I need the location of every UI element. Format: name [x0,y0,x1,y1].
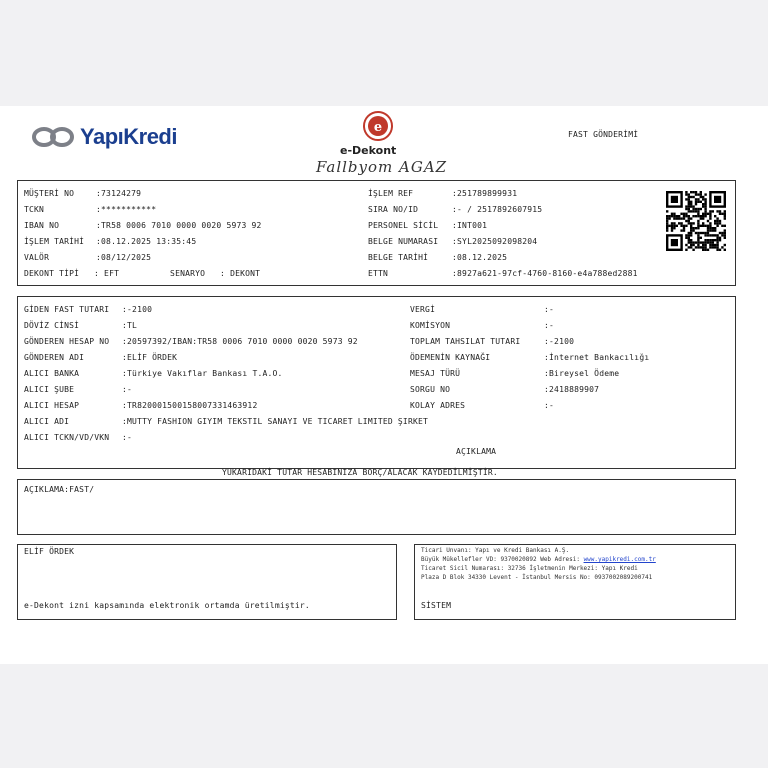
field-value: MUTTY FASHION GIYIM TEKSTIL SANAYI VE TICARET LIMITED ŞIRKET [127,417,429,426]
field-row: VALÖR :08/12/2025 [24,253,152,262]
description-box [17,479,736,535]
field-label: GÖNDEREN ADI [24,353,85,362]
field-row: ALICI BANKA :Türkiye Vakıflar Bankası T.A.O. [24,369,283,378]
field-value: 73124279 [101,189,142,198]
bank-website-link[interactable]: www.yapikredi.com.tr [583,556,656,563]
field-label: ÖDEMENİN KAYNAĞI [410,353,491,362]
field-row: KOLAY ADRES :- [410,401,555,410]
aciklama-heading: AÇIKLAMA [456,447,497,456]
field-row: IBAN NO :TR58 0006 7010 0000 0020 5973 92 [24,221,262,230]
edekont-title: e-Dekont [340,144,397,157]
field-value: -2100 [127,305,153,314]
field-value: *********** [101,205,157,214]
customer-name: ELİF ÖRDEK [24,547,75,556]
field-row: SORGU NO :2418889907 [410,385,600,394]
field-row: TCKN :*********** [24,205,157,214]
field-row: GİDEN FAST TUTARI :-2100 [24,305,153,314]
edekont-emblem-icon [362,110,394,144]
field-label: ALICI ADI [24,417,70,426]
customer-info-box [17,180,736,286]
qr-code-icon [666,191,726,251]
field-value: - [127,433,133,442]
scenario-label: SENARYO [170,269,206,278]
field-value: TR820001500158007331463912 [127,401,258,410]
field-row: ÖDEMENİN KAYNAĞI :İnternet Bankacılığı [410,353,650,362]
field-label: MÜŞTERİ NO [24,189,75,198]
bank-trade-name: Ticari Unvanı: Yapı ve Kredi Bankası A.Ş. [421,547,570,554]
description-text: AÇIKLAMA:FAST/ [24,485,95,494]
brand-name: YapıKredi [80,124,177,149]
field-row: VERGİ :- [410,305,555,314]
bank-address: Plaza D Blok 34330 Levent - İstanbul Mersis No: 0937002089200741 [421,574,653,581]
field-value: Türkiye Vakıflar Bankası T.A.O. [127,369,283,378]
field-label: PERSONEL SİCİL [368,221,439,230]
field-row: DÖVİZ CİNSİ :TL [24,321,138,330]
field-row: GÖNDEREN ADI :ELİF ÖRDEK [24,353,178,362]
field-value: INT001 [457,221,488,230]
dekont-type-value: EFT [104,269,120,278]
bank-tax-web [421,556,656,563]
field-value: -2100 [549,337,575,346]
field-value: 8927a621-97cf-4760-8160-e4a788ed2881 [457,269,638,278]
field-label: ALICI TCKN/VD/VKN [24,433,110,442]
signature: Fallbyom AGAZ [316,158,448,176]
field-value: - [549,401,555,410]
field-value: - / 2517892607915 [457,205,543,214]
field-value: Bireysel Ödeme [549,369,620,378]
field-row: PERSONEL SİCİL :INT001 [368,221,488,230]
field-row: MESAJ TÜRÜ :Bireysel Ödeme [410,369,620,378]
customer-signature-box [17,544,397,620]
field-label: GİDEN FAST TUTARI [24,305,110,314]
bank-registry: Ticaret Sicil Numarası: 32736 İşletmenin Merkezi: Yapı Kredi [421,565,638,572]
field-value: SYL2025092098204 [457,237,538,246]
system-label: SİSTEM [421,601,452,610]
field-label: ALICI BANKA [24,369,80,378]
debit-credit-notice: YUKARIDAKİ TUTAR HESABINIZA BORÇ/ALACAK KAYDEDİLMİŞTİR. [222,468,498,477]
dekont-type-label: DEKONT TİPİ [24,269,80,278]
field-row: MÜŞTERİ NO :73124279 [24,189,142,198]
field-row: İŞLEM TARİHİ :08.12.2025 13:35:45 [24,237,197,246]
bank-info-box [414,544,736,620]
transfer-details-box [17,296,736,469]
field-label: İŞLEM REF [368,189,414,198]
field-row: ALICI TCKN/VD/VKN :- [24,433,133,442]
field-label: MESAJ TÜRÜ [410,369,461,378]
field-label: İŞLEM TARİHİ [24,237,85,246]
field-label: DÖVİZ CİNSİ [24,321,80,330]
field-label: ALICI ŞUBE [24,385,75,394]
field-row: SIRA NO/ID :- / 2517892607915 [368,205,543,214]
field-value: TR58 0006 7010 0000 0020 5973 92 [101,221,262,230]
field-value: 08.12.2025 [457,253,508,262]
field-label: ALICI HESAP [24,401,80,410]
field-row: BELGE TARİHİ :08.12.2025 [368,253,508,262]
field-value: - [549,305,555,314]
field-value: 08.12.2025 13:35:45 [101,237,197,246]
field-label: KOLAY ADRES [410,401,466,410]
field-label: VERGİ [410,305,436,314]
field-row: TOPLAM TAHSILAT TUTARI :-2100 [410,337,575,346]
field-row: İŞLEM REF :251789899931 [368,189,518,198]
bank-tax-text: Büyük Mükellefler VD: 9370020892 Web Adresi: [421,556,584,563]
field-label: GÖNDEREN HESAP NO [24,337,110,346]
field-row: ALICI ŞUBE :- [24,385,133,394]
field-value: - [549,321,555,330]
field-label: ETTN [368,269,389,278]
field-label: TCKN [24,205,45,214]
field-value: - [127,385,133,394]
field-row: ALICI ADI :MUTTY FASHION GIYIM TEKSTIL SANAYI VE TICARET LIMITED ŞIRKET [24,417,429,426]
field-label: SIRA NO/ID [368,205,419,214]
field-row: ALICI HESAP :TR820001500158007331463912 [24,401,258,410]
field-value: 08/12/2025 [101,253,152,262]
field-row: ETTN :8927a621-97cf-4760-8160-e4a788ed2881 [368,269,638,278]
yapikredi-logo-icon [32,126,78,148]
electronic-issue-note: e-Dekont izni kapsamında elektronik ortamda üretilmiştir. [24,601,310,610]
receipt-sheet [0,106,768,664]
field-label: KOMİSYON [410,321,451,330]
field-label: BELGE NUMARASI [368,237,439,246]
dekont-type-row: DEKONT TİPİ : EFT SENARYO : DEKONT [24,269,261,278]
field-value: TL [127,321,138,330]
field-value: İnternet Bankacılığı [549,353,650,362]
field-value: ELİF ÖRDEK [127,353,178,362]
scenario-value: DEKONT [230,269,261,278]
yapikredi-logo [32,122,177,152]
field-label: SORGU NO [410,385,451,394]
field-row: BELGE NUMARASI :SYL2025092098204 [368,237,538,246]
field-value: 20597392/IBAN:TR58 0006 7010 0000 0020 5973 92 [127,337,358,346]
field-label: IBAN NO [24,221,60,230]
document-type: FAST GÖNDERİMİ [568,130,639,139]
field-label: TOPLAM TAHSILAT TUTARI [410,337,521,346]
svg-text:e: e [373,120,383,135]
field-value: 251789899931 [457,189,518,198]
field-row: KOMİSYON :- [410,321,555,330]
field-label: VALÖR [24,253,50,262]
field-label: BELGE TARİHİ [368,253,429,262]
field-row: GÖNDEREN HESAP NO :20597392/IBAN:TR58 0006 7010 0000 0020 5973 92 [24,337,358,346]
field-value: 2418889907 [549,385,600,394]
